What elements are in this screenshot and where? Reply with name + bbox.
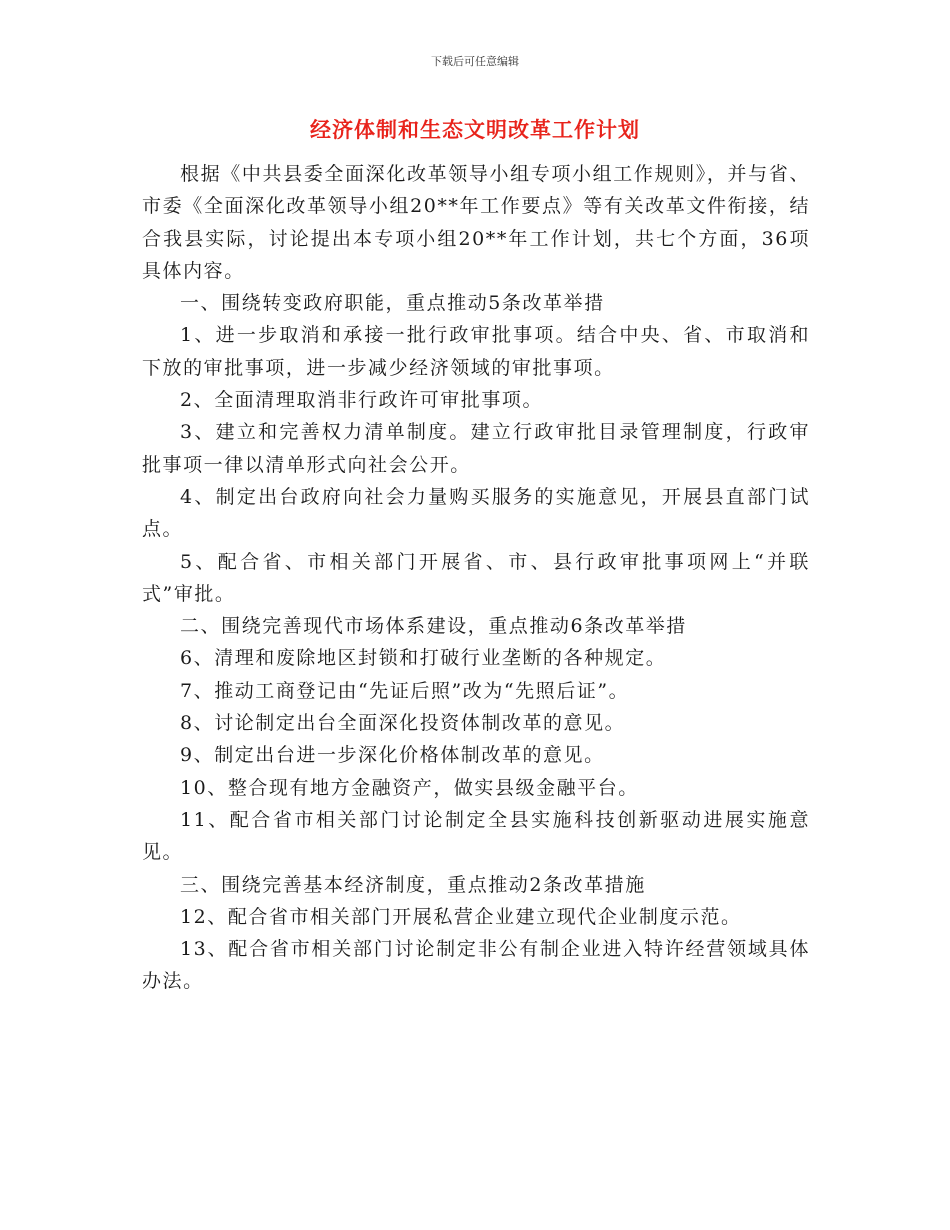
section-heading-1: 一、围绕转变政府职能，重点推动5条改革举措 bbox=[180, 292, 605, 315]
section-heading-2: 二、围绕完善现代市场体系建设，重点推动6条改革举措 bbox=[180, 615, 687, 638]
document-title: 经济体制和生态文明改革工作计划 bbox=[310, 118, 640, 142]
list-item: 6、清理和废除地区封锁和打破行业垄断的各种规定。 bbox=[180, 647, 667, 670]
list-item: 12、配合省市相关部门开展私营企业建立现代企业制度示范。 bbox=[180, 905, 742, 928]
list-item: 1、进一步取消和承接一批行政审批事项。结合中央、省、市取消和下放的审批事项，进一步减少经济领域的审批事项。 bbox=[142, 324, 810, 379]
document-body bbox=[142, 158, 810, 998]
list-item: 3、建立和完善权力清单制度。建立行政审批目录管理制度，行政审批事项一律以清单形式向社会公开。 bbox=[142, 421, 810, 476]
list-item: 9、制定出台进一步深化价格体制改革的意见。 bbox=[180, 744, 605, 767]
list-item: 2、全面清理取消非行政许可审批事项。 bbox=[180, 389, 543, 412]
list-item: 5、配合省、市相关部门开展省、市、县行政审批事项网上“并联式”审批。 bbox=[142, 550, 810, 605]
list-item: 4、制定出台政府向社会力量购买服务的实施意见，开展县直部门试点。 bbox=[142, 485, 810, 541]
list-item: 13、配合省市相关部门讨论制定非公有制企业进入特许经营领域具体办法。 bbox=[142, 938, 810, 993]
list-item: 8、讨论制定出台全面深化投资体制改革的意见。 bbox=[180, 712, 626, 735]
page-header-note: 下载后可任意编辑 bbox=[431, 55, 519, 68]
list-item: 10、整合现有地方金融资产，做实县级金融平台。 bbox=[180, 776, 639, 799]
section-heading-3: 三、围绕完善基本经济制度，重点推动2条改革措施 bbox=[180, 873, 646, 896]
list-item: 7、推动工商登记由“先证后照”改为“先照后证”。 bbox=[180, 679, 630, 702]
list-item: 11、配合省市相关部门讨论制定全县实施科技创新驱动进展实施意见。 bbox=[142, 808, 810, 864]
intro-paragraph: 根据《中共县委全面深化改革领导小组专项小组工作规则》，并与省、市委《全面深化改革领导小组20**年工作要点》等有关改革文件衔接，结合我县实际，讨论提出本专项小组20**年工作计划，共七个方面，36项具体内容。 bbox=[142, 163, 810, 282]
